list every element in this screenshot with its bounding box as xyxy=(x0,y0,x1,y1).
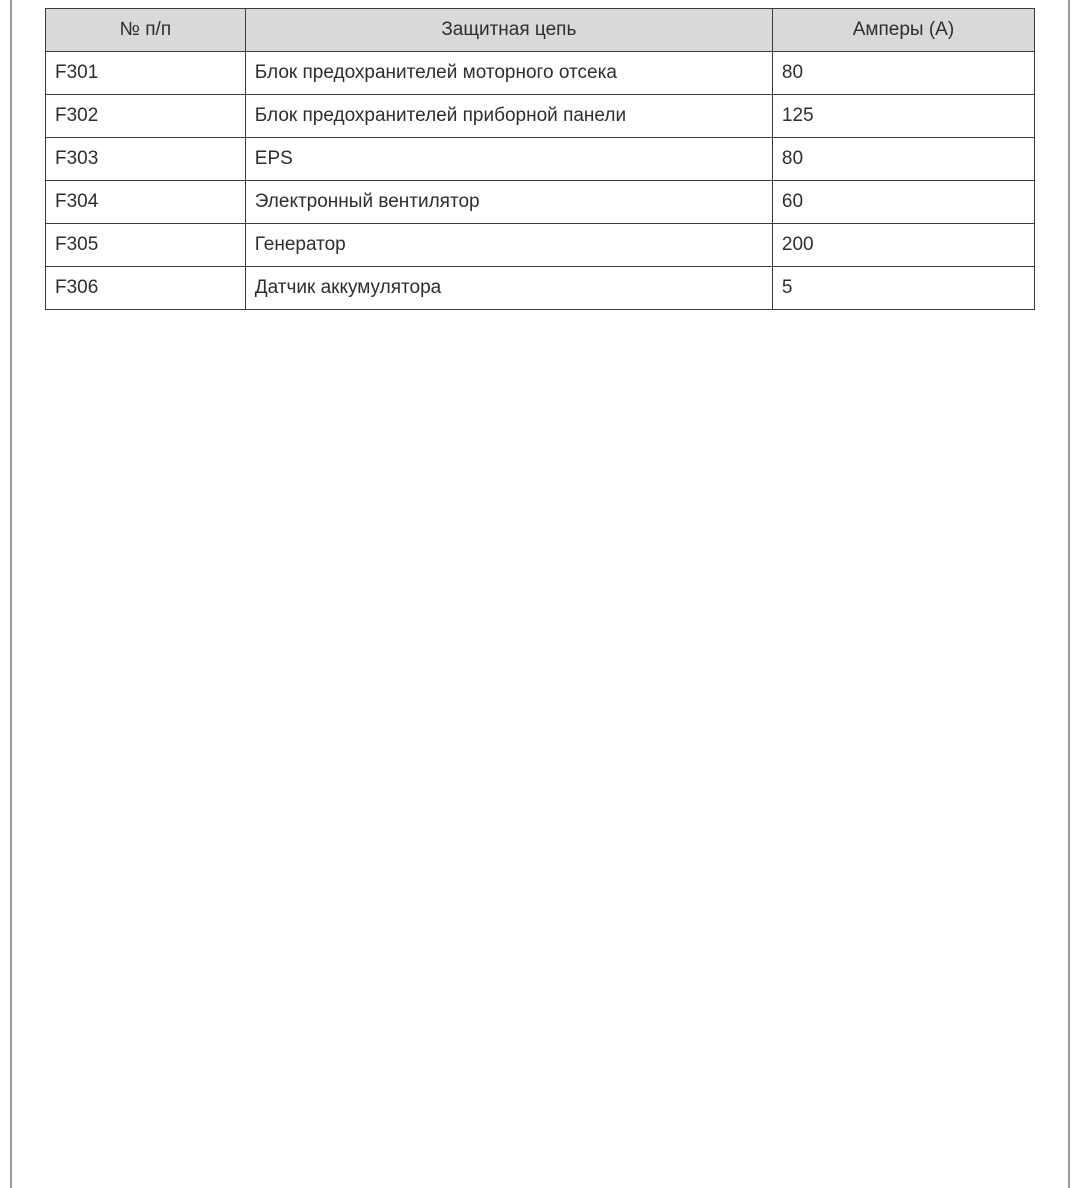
cell-fuse-number: F303 xyxy=(46,138,246,181)
cell-fuse-number: F305 xyxy=(46,224,246,267)
cell-fuse-number: F302 xyxy=(46,95,246,138)
table-row xyxy=(46,224,1035,267)
header-amps: Амперы (А) xyxy=(772,9,1034,52)
page-right-edge xyxy=(1068,0,1070,1188)
cell-fuse-number: F306 xyxy=(46,267,246,310)
table-header-row xyxy=(46,9,1035,52)
header-protected-circuit: Защитная цепь xyxy=(245,9,772,52)
cell-amps: 5 xyxy=(772,267,1034,310)
cell-fuse-number: F301 xyxy=(46,52,246,95)
table-row xyxy=(46,52,1035,95)
table-row xyxy=(46,267,1035,310)
cell-fuse-number: F304 xyxy=(46,181,246,224)
cell-circuit: Блок предохранителей моторного отсека xyxy=(245,52,772,95)
cell-circuit: Датчик аккумулятора xyxy=(245,267,772,310)
cell-circuit: Электронный вентилятор xyxy=(245,181,772,224)
fuse-table xyxy=(45,8,1035,310)
cell-circuit: Генератор xyxy=(245,224,772,267)
cell-circuit: EPS xyxy=(245,138,772,181)
page-left-edge xyxy=(10,0,12,1188)
header-fuse-number: № п/п xyxy=(46,9,246,52)
table-row xyxy=(46,95,1035,138)
cell-amps: 60 xyxy=(772,181,1034,224)
cell-amps: 80 xyxy=(772,52,1034,95)
table-row xyxy=(46,181,1035,224)
table-row xyxy=(46,138,1035,181)
cell-circuit: Блок предохранителей приборной панели xyxy=(245,95,772,138)
cell-amps: 200 xyxy=(772,224,1034,267)
cell-amps: 80 xyxy=(772,138,1034,181)
cell-amps: 125 xyxy=(772,95,1034,138)
